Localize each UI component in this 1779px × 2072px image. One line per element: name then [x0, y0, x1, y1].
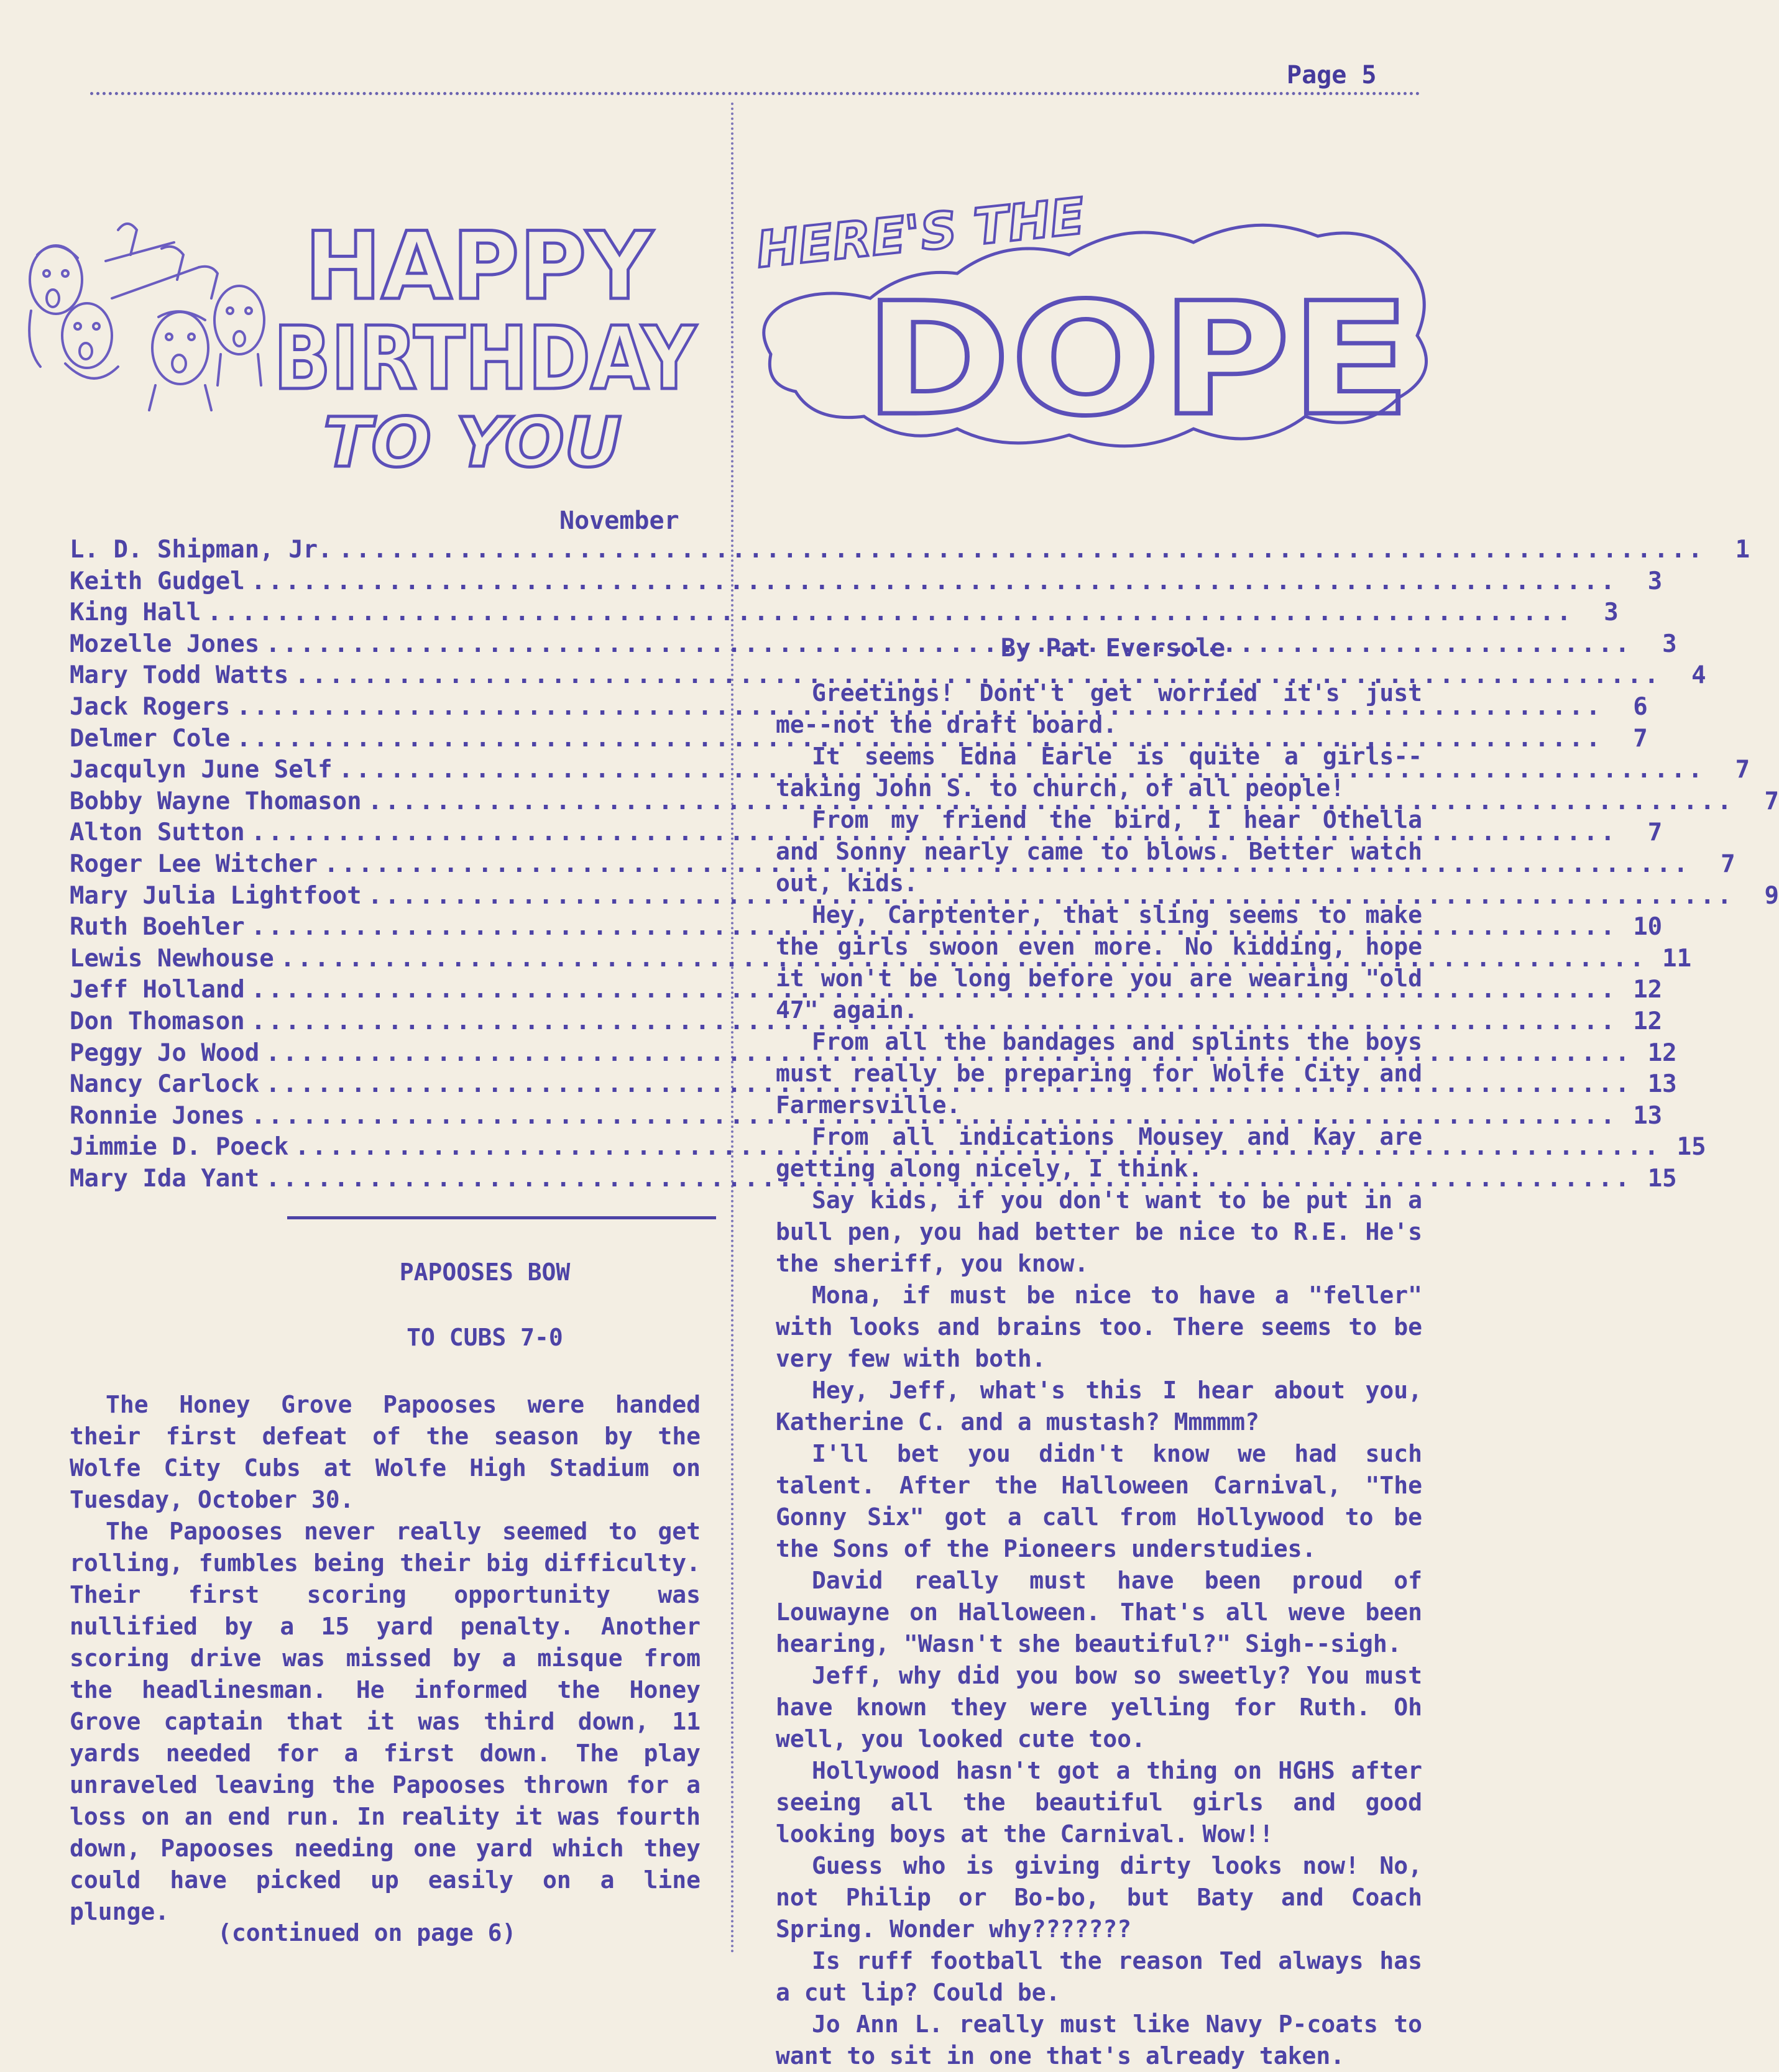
papooses-paragraph: The Papooses never really seemed to get rolling, fumbles being their big difficulty. Their first scoring opportunity was nullified by a 15 yard penalty. Another scoring drive was missed by a misque from the headlinesman. He informed the Honey Grove captain that it was third down, 11 yards needed for a first down. The play unraveled leaving the Papooses thrown for a loss on an end run. In reality it was fourth down, Papooses needing one yard which they could have picked up easily on a line plunge.: [70, 1518, 701, 1925]
heading-dope: DOPE: [864, 269, 1411, 450]
dope-paragraph: Jeff, why did you bow so sweetly? You must have known they were yelling for Ruth. Oh well, you looked cute too.: [776, 1662, 1422, 1753]
papooses-headline-line1: PAPOOSES BOW: [399, 1258, 571, 1286]
birthday-name: Nancy Carlock: [70, 1070, 260, 1099]
birthday-name: Jacqulyn June Self: [70, 756, 333, 784]
birthday-day: 7: [1721, 850, 1735, 878]
birthday-entry: [70, 660, 1706, 692]
leader-dots: [251, 566, 1617, 597]
dope-paragraph: Mona, if must be nice to have a "feller" with looks and brains too. There seems to be very few with both.: [776, 1281, 1422, 1372]
birthday-entry: [70, 881, 1779, 912]
birthday-entry: [70, 534, 1750, 566]
birthday-day: 12: [1633, 976, 1663, 1004]
birthday-day: 12: [1647, 1038, 1677, 1067]
dope-paragraph: Hey, Jeff, what's this I hear about you, Katherine C. and a mustash? Mmmmm?: [776, 1377, 1422, 1436]
happy-birthday-heading-art: [12, 205, 709, 482]
birthday-day: 9: [1764, 881, 1779, 910]
birthday-entry: [70, 1101, 1663, 1132]
birthday-name: Mary Ida Yant: [70, 1164, 260, 1193]
page-number: Page 5: [1287, 61, 1377, 89]
dope-paragraph: Hey, Carptenter, that sling seems to make the girls swoon even more. No kidding, hope it won't be long before you are wearing "old 47" again.: [776, 901, 1422, 1024]
birthday-entry: [70, 1069, 1677, 1101]
birthday-name: Delmer Cole: [70, 724, 231, 753]
birthday-day: 3: [1604, 598, 1619, 627]
heading-to-you: TO YOU: [323, 403, 622, 482]
music-note-icon: [199, 267, 218, 298]
birthday-name: Don Thomason: [70, 1007, 245, 1035]
birthday-name: Jimmie D. Poeck: [70, 1133, 289, 1162]
birthday-day: 4: [1691, 661, 1706, 690]
leader-dots: [265, 629, 1632, 660]
dope-paragraph: Guess who is giving dirty looks now! No, not Philip or Bo-bo, but Baty and Coach Spring. Wonder why???????: [776, 1852, 1422, 1943]
heading-heres-the: HERE'S THE: [753, 187, 1084, 279]
dope-paragraph: Jo Ann L. really must like Navy P-coats to want to sit in one that's already taken.: [776, 2010, 1422, 2070]
birthday-day: 13: [1633, 1101, 1663, 1130]
birthday-day: 12: [1633, 1007, 1663, 1035]
leader-dots: [207, 597, 1573, 628]
birthday-name: Ronnie Jones: [70, 1101, 245, 1130]
birthday-day: 10: [1633, 913, 1663, 942]
birthday-day: 15: [1676, 1133, 1706, 1162]
birthday-name: Jack Rogers: [70, 692, 231, 721]
birthday-day: 7: [1647, 818, 1663, 847]
dope-paragraph: Hollywood hasn't got a thing on HGHS after seeing all the beautiful girls and good looking boys at the Carnival. Wow!!: [776, 1757, 1422, 1848]
birthday-entry: [70, 786, 1779, 818]
dope-paragraph: Is ruff football the reason Ted always has a cut lip? Could be.: [776, 1947, 1422, 2006]
birthday-name: Mozelle Jones: [70, 630, 260, 658]
top-dotted-rule: [90, 92, 1420, 95]
birthday-name: Jeff Holland: [70, 976, 245, 1004]
birthday-entry: [70, 1163, 1677, 1195]
dope-paragraph: David really must have been proud of Louwayne on Halloween. That's all weve been hearing, "Wasn't she beautiful?" Sigh--sigh.: [776, 1567, 1422, 1657]
birthday-day: 7: [1735, 756, 1750, 784]
singer-face-icon: [214, 286, 264, 385]
birthday-name: Peggy Jo Wood: [70, 1038, 260, 1067]
birthday-entry: [70, 597, 1619, 629]
dope-paragraph: It seems Edna Earle is quite a girls--taking John S. to church, of all people!: [776, 743, 1422, 802]
birthday-name: L. D. Shipman, Jr.: [70, 536, 333, 564]
dope-paragraph: Greetings! Dont't get worried it's just me--not the draft board.: [776, 679, 1422, 738]
heading-birthday: BIRTHDAY: [274, 308, 697, 410]
leader-dots: [339, 534, 1705, 566]
birthday-month: November: [559, 507, 679, 535]
papooses-headline-line2: TO CUBS 7-0: [407, 1324, 563, 1351]
birthday-name: King Hall: [70, 598, 201, 627]
dope-paragraph: From my friend the bird, I hear Othella and Sonny nearly came to blows. Better watch out, kids.: [776, 806, 1422, 897]
papooses-paragraph: The Honey Grove Papooses were handed their first defeat of the season by the Wolfe City Cubs at Wolfe High Stadium on Tuesday, October 30.: [70, 1391, 701, 1513]
birthday-name: Alton Sutton: [70, 818, 245, 847]
singer-face-icon: [149, 311, 211, 410]
list-underline: [287, 1216, 716, 1219]
dope-paragraph: From all indications Mousey and Kay are getting along nicely, I think.: [776, 1123, 1422, 1182]
heres-the-dope-heading-art: [746, 187, 1448, 460]
continued-note: (continued on page 6): [218, 1919, 517, 1946]
music-note-icon: [118, 224, 137, 255]
birthday-day: 6: [1633, 692, 1648, 721]
birthday-name: Ruth Boehler: [70, 913, 245, 942]
birthday-day: 7: [1633, 724, 1648, 753]
birthday-day: 7: [1764, 787, 1779, 815]
heading-happy: HAPPY: [305, 213, 655, 321]
singer-face-icon: [62, 303, 118, 378]
dope-paragraph: From all the bandages and splints the boys must really be preparing for Wolfe City and Farmersville.: [776, 1028, 1422, 1119]
birthday-name: Mary Todd Watts: [70, 661, 289, 690]
birthday-name: Lewis Newhouse: [70, 944, 274, 973]
birthday-name: Roger Lee Witcher: [70, 850, 318, 878]
birthday-day: 11: [1662, 944, 1692, 973]
papooses-story: [70, 1389, 701, 1928]
birthday-entry: [70, 1038, 1677, 1070]
birthday-day: 3: [1647, 567, 1663, 595]
birthday-name: Bobby Wayne Thomason: [70, 787, 362, 815]
birthday-entry: [70, 566, 1663, 598]
birthday-entry: [70, 912, 1663, 943]
birthday-entry: [70, 943, 1692, 975]
birthday-day: 1: [1735, 536, 1750, 564]
birthday-entry: [70, 849, 1735, 881]
birthday-entry: [70, 723, 1648, 755]
birthday-day: 13: [1647, 1070, 1677, 1099]
dope-column: [776, 677, 1422, 2072]
birthday-name: Keith Gudgel: [70, 567, 245, 595]
birthday-day: 15: [1647, 1164, 1677, 1193]
birthday-entry: [70, 974, 1663, 1006]
birthday-name: Mary Julia Lightfoot: [70, 881, 362, 910]
birthday-day: 3: [1662, 630, 1677, 658]
dope-paragraph: I'll bet you didn't know we had such talent. After the Halloween Carnival, "The Gonny Six" got a call from Hollywood to be the Sons of the Pioneers understudies.: [776, 1440, 1422, 1562]
dope-byline: By Pat Eversole: [1001, 634, 1226, 662]
birthday-entry: [70, 1006, 1663, 1038]
birthday-entry: [70, 817, 1663, 849]
singer-face-icon: [29, 245, 82, 367]
dope-paragraph: Say kids, if you don't want to be put in a bull pen, you had better be nice to R.E. He's the sheriff, you know.: [776, 1186, 1422, 1277]
